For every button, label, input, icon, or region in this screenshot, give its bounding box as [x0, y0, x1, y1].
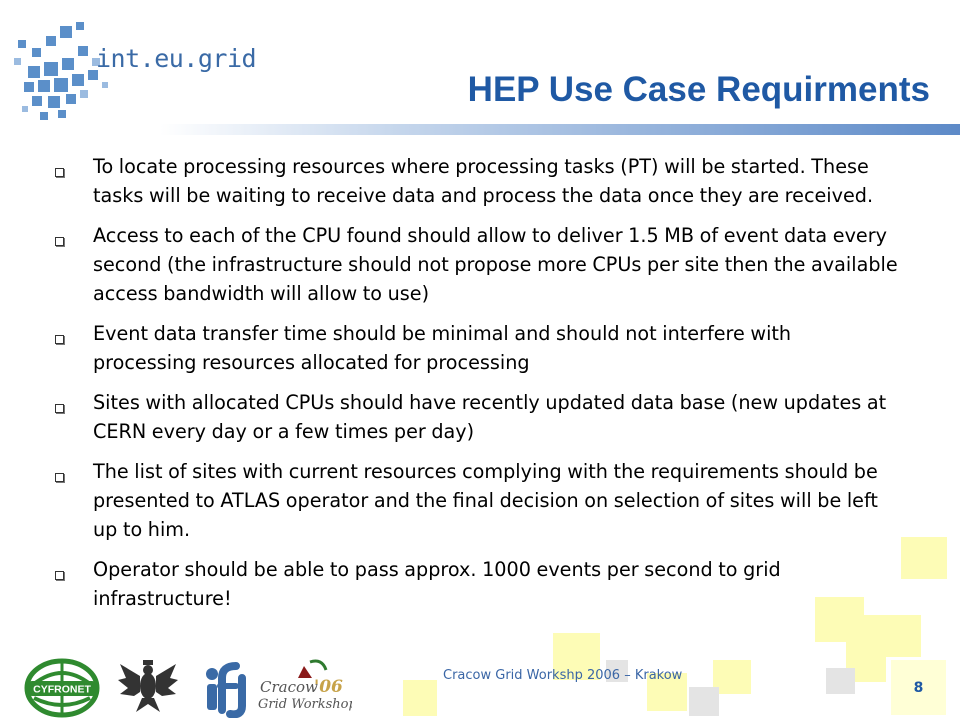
bullet-item [50, 388, 900, 446]
bullet-item [50, 555, 900, 613]
decor-square [689, 687, 719, 716]
bullet-item [50, 319, 900, 377]
page-number-box [891, 660, 946, 715]
eagle-emblem-icon [118, 660, 178, 712]
bullet-text: Event data transfer time should be minimal and should not interfere with processing resources allocated for processing [93, 322, 792, 374]
bullet-item [50, 221, 900, 308]
bullet-text: Sites with allocated CPUs should have recently updated data base (new updates at CERN every day or a few times per day) [93, 391, 887, 443]
bullet-list [50, 152, 900, 624]
cgw-logo-text-line2: Grid Workshop [258, 697, 352, 712]
square-bullet-icon [55, 404, 64, 413]
bullet-text: Operator should be able to pass approx. 1000 events per second to grid infrastructure! [93, 558, 781, 610]
int-eu-grid-logo [10, 18, 257, 128]
cgw-logo-year: '06 [314, 677, 343, 697]
slide-title: HEP Use Case Requirments [467, 70, 930, 109]
square-bullet-icon [55, 571, 64, 580]
decor-square [826, 668, 855, 694]
cracow-grid-workshop-logo [258, 661, 352, 712]
footer-logos [22, 648, 352, 718]
square-bullet-icon [55, 237, 64, 246]
page-number: 8 [913, 679, 924, 696]
cgw-logo-text-line1: Cracow [260, 678, 318, 696]
square-bullet-icon [55, 335, 64, 344]
pixel-grid-logo-icon [10, 18, 240, 128]
logo-text: int.eu.grid [96, 44, 257, 73]
ifj-logo [206, 666, 242, 714]
square-bullet-icon [55, 168, 64, 177]
title-underline [160, 124, 960, 135]
footer-text: Cracow Grid Workshp 2006 – Krakow [443, 668, 683, 683]
cyfronet-logo-text: CYFRONET [33, 683, 91, 696]
square-bullet-icon [55, 473, 64, 482]
decor-square [901, 537, 947, 579]
sponsor-logos [22, 648, 352, 718]
bullet-item [50, 457, 900, 544]
bullet-text: Access to each of the CPU found should allow to deliver 1.5 MB of event data every second (the infrastructure should not propose more CPUs per site then the available access bandwidth will allow to use) [93, 224, 898, 305]
bullet-item [50, 152, 900, 210]
bullet-text: To locate processing resources where processing tasks (PT) will be started. These tasks will be waiting to receive data and process the data once they are received. [93, 155, 874, 207]
cyfronet-logo [27, 661, 97, 715]
bullet-text: The list of sites with current resources complying with the requirements should be presented to ATLAS operator and the final decision on selection of sites will be left up to him. [93, 460, 878, 541]
decor-square [403, 680, 437, 716]
